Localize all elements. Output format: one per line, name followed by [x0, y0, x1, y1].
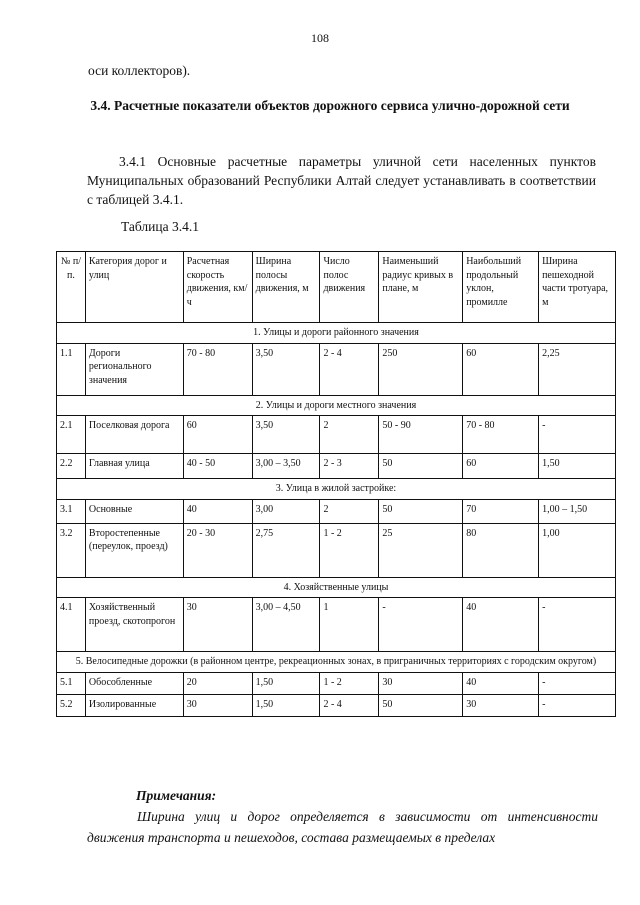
table-cell: 30: [463, 694, 539, 716]
table-cell: 5.1: [57, 672, 86, 694]
section-title: 1. Улицы и дороги районного значения: [57, 323, 616, 344]
table-cell: Хозяйственный проезд, скотопрогон: [85, 598, 183, 652]
section-heading: 3.4. Расчетные показатели объектов дорожного сервиса улично-дорожной сети: [90, 98, 570, 113]
table-cell: -: [539, 694, 616, 716]
body-paragraph: 3.4.1 Основные расчетные параметры уличной сети населенных пунктов Муниципальных образований Республики Алтай следует устанавливать в соответствии с таблицей 3.4.1.: [87, 154, 596, 207]
header-cell: № п/п.: [57, 252, 86, 323]
section-title: 2. Улицы и дороги местного значения: [57, 395, 616, 416]
table-cell: 70 - 80: [183, 343, 252, 395]
table-row: [57, 343, 616, 395]
table-cell: Поселковая дорога: [85, 416, 183, 454]
header-cell: Наибольший продольный уклон, промилле: [463, 252, 539, 323]
table-caption: Таблица 3.4.1: [121, 219, 199, 234]
table-cell: 2.2: [57, 454, 86, 479]
table-cell: 40 - 50: [183, 454, 252, 479]
table-cell: 40: [183, 499, 252, 523]
table-row: [57, 499, 616, 523]
table-cell: -: [379, 598, 463, 652]
table-cell: 3.2: [57, 523, 86, 577]
table-row: [57, 454, 616, 479]
notes-text: Ширина улиц и дорог определяется в зависимости от интенсивности движения транспорта и пешеходов, состава размещаемых в пределах: [87, 809, 598, 845]
header-cell: Ширина полосы движения, м: [252, 252, 320, 323]
table-cell: 1: [320, 598, 379, 652]
table-row: [57, 694, 616, 716]
table-cell: 50: [379, 694, 463, 716]
table-cell: 1,00 – 1,50: [539, 499, 616, 523]
section-row: [57, 652, 616, 673]
table-cell: Главная улица: [85, 454, 183, 479]
header-cell: Категория дорог и улиц: [85, 252, 183, 323]
table-cell: 30: [183, 598, 252, 652]
table-cell: 70 - 80: [463, 416, 539, 454]
header-cell: Наименьший радиус кривых в плане, м: [379, 252, 463, 323]
table-cell: 2 - 4: [320, 694, 379, 716]
table-cell: 40: [463, 672, 539, 694]
table-cell: 1 - 2: [320, 672, 379, 694]
table-cell: 60: [463, 343, 539, 395]
table-cell: 50: [379, 454, 463, 479]
table-row: [57, 598, 616, 652]
table-cell: 3,00: [252, 499, 320, 523]
table-cell: 3,50: [252, 343, 320, 395]
table-row: [57, 416, 616, 454]
table-header-row: [57, 252, 616, 323]
table-cell: 80: [463, 523, 539, 577]
header-cell: Расчетная скорость движения, км/ч: [183, 252, 252, 323]
table-cell: 2,75: [252, 523, 320, 577]
table-cell: 30: [183, 694, 252, 716]
table-cell: 2: [320, 499, 379, 523]
table-cell: 20 - 30: [183, 523, 252, 577]
table-cell: 2 - 3: [320, 454, 379, 479]
table-cell: 60: [183, 416, 252, 454]
table-cell: 1,50: [252, 672, 320, 694]
section-title: 5. Велосипедные дорожки (в районном центре, рекреационных зонах, в приграничных территориях с городским округом): [57, 652, 616, 673]
table-cell: 2,25: [539, 343, 616, 395]
table-cell: 50: [379, 499, 463, 523]
table-cell: 50 - 90: [379, 416, 463, 454]
section-row: [57, 395, 616, 416]
section-row: [57, 323, 616, 344]
table-cell: 60: [463, 454, 539, 479]
section-row: [57, 479, 616, 500]
section-title: 3. Улица в жилой застройке:: [57, 479, 616, 500]
table-cell: 2 - 4: [320, 343, 379, 395]
table-cell: -: [539, 598, 616, 652]
header-cell: Число полос движения: [320, 252, 379, 323]
table-cell: 2: [320, 416, 379, 454]
table-row: [57, 672, 616, 694]
page-number: 108: [311, 31, 329, 45]
table-cell: 1,50: [539, 454, 616, 479]
table-cell: 30: [379, 672, 463, 694]
table-cell: 20: [183, 672, 252, 694]
table-cell: 3,50: [252, 416, 320, 454]
continuation-text: оси коллекторов).: [88, 63, 191, 78]
table-cell: Изолированные: [85, 694, 183, 716]
table-cell: 5.2: [57, 694, 86, 716]
table-cell: 1,00: [539, 523, 616, 577]
table-cell: 3,00 – 4,50: [252, 598, 320, 652]
table-cell: 1.1: [57, 343, 86, 395]
table-row: [57, 523, 616, 577]
table-cell: Дороги регионального значения: [85, 343, 183, 395]
table-cell: Обособленные: [85, 672, 183, 694]
table-cell: 3,00 – 3,50: [252, 454, 320, 479]
notes-title: Примечания:: [136, 788, 217, 803]
table-cell: Второстепенные (переулок, проезд): [85, 523, 183, 577]
table-cell: -: [539, 416, 616, 454]
table-cell: 1,50: [252, 694, 320, 716]
table-cell: 2.1: [57, 416, 86, 454]
table-cell: 4.1: [57, 598, 86, 652]
table-cell: 25: [379, 523, 463, 577]
table-cell: -: [539, 672, 616, 694]
table-cell: 40: [463, 598, 539, 652]
table-cell: 70: [463, 499, 539, 523]
header-cell: Ширина пешеходной части тротуара, м: [539, 252, 616, 323]
table-cell: Основные: [85, 499, 183, 523]
section-row: [57, 577, 616, 598]
section-title: 4. Хозяйственные улицы: [57, 577, 616, 598]
table-cell: 1 - 2: [320, 523, 379, 577]
table-cell: 3.1: [57, 499, 86, 523]
table-cell: 250: [379, 343, 463, 395]
parameters-table: [56, 251, 616, 717]
